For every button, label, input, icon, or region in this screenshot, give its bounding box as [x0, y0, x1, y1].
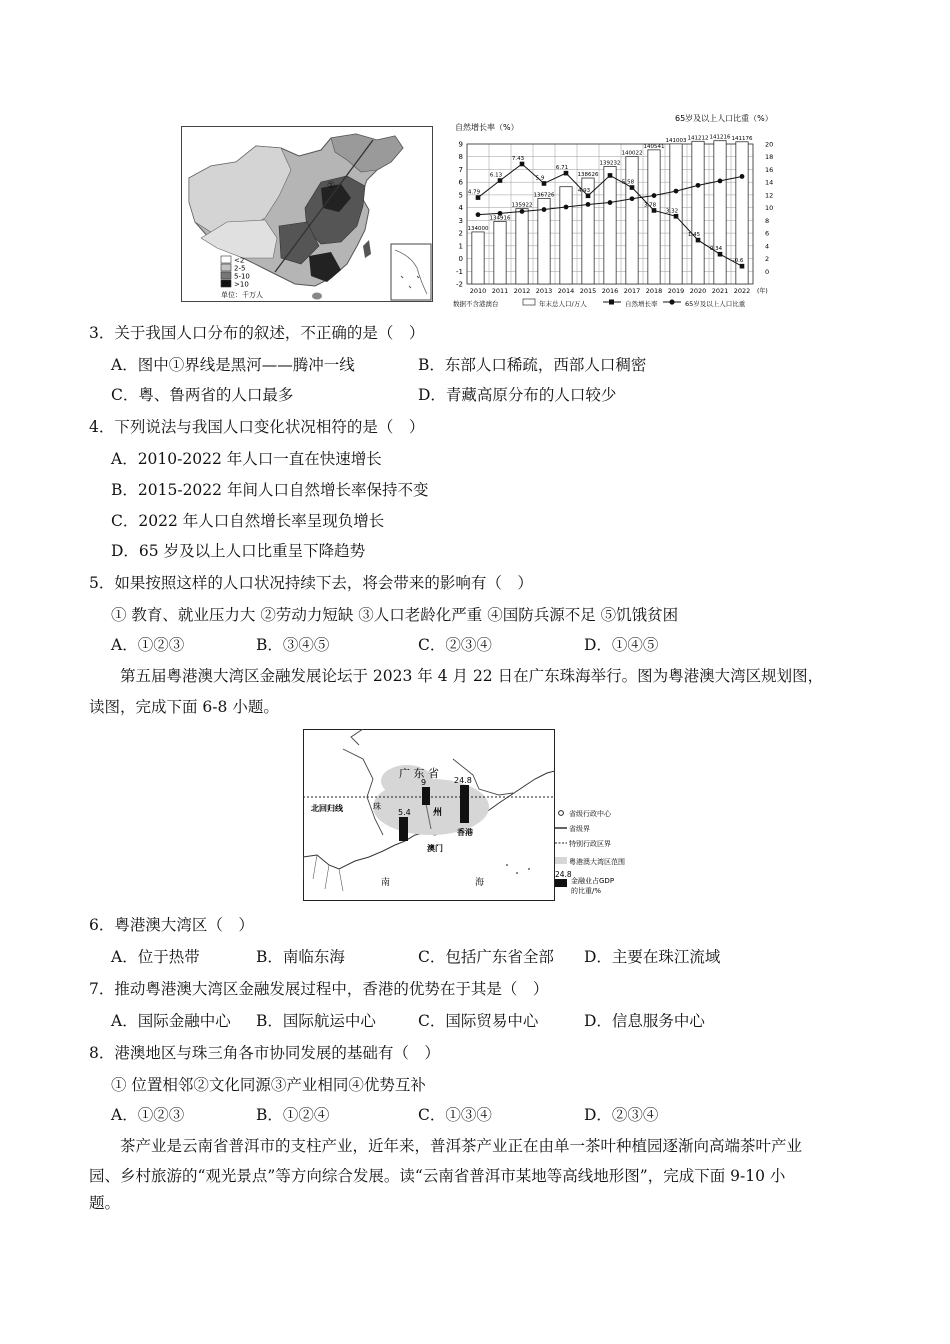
q3-option-a[interactable]: A．图中①界线是黑河——腾冲一线	[111, 356, 355, 374]
population-bar	[648, 150, 660, 284]
q7-option-b[interactable]: B．国际航运中心	[256, 1012, 376, 1030]
population-bar	[626, 157, 638, 284]
legend-capital: 省级行政中心	[569, 810, 611, 818]
year-label: 2015	[579, 287, 597, 295]
left-tick-label: 8	[458, 153, 463, 162]
population-label: 141176	[731, 135, 753, 142]
growth-rate-label: 6.13	[489, 172, 503, 179]
q7-option-a[interactable]: A．国际金融中心	[111, 1012, 231, 1030]
growth-rate-label: 4.93	[577, 187, 591, 194]
growth-rate-point	[630, 185, 635, 190]
q3-option-d[interactable]: D．青藏高原分布的人口较少	[418, 386, 617, 404]
growth-rate-label: 7.43	[511, 155, 525, 162]
population-label: 140022	[621, 150, 643, 157]
left-tick-label: 1	[458, 242, 463, 251]
q4-option-a[interactable]: A．2010-2022 年人口一直在快速增长	[111, 450, 382, 468]
intro-tea-line1: 茶产业是云南省普洱市的支柱产业，近年来，普洱茶产业正在由单一茶叶种植园逐渐向高端茶叶产业	[120, 1137, 803, 1155]
legend-unit: 单位：千万人	[221, 291, 263, 299]
year-label: 2022	[733, 287, 751, 295]
x-unit-label: (年)	[757, 288, 768, 295]
right-tick-label: 0	[765, 267, 770, 276]
left-tick-label: 5	[458, 191, 463, 200]
aging-point	[630, 196, 635, 201]
year-label: 2021	[711, 287, 729, 295]
population-label: 141216	[709, 134, 731, 141]
growth-rate-label: -0.6	[732, 258, 744, 265]
q6-stem: 6．粤港澳大湾区（ ）	[89, 916, 254, 934]
intro-tea-line2: 园、乡村旅游的“观光景点”等方向综合发展。读“云南省普洱市某地等高线地形图”，完成下面 9-10 小	[89, 1167, 786, 1185]
q6-option-c[interactable]: C．包括广东省全部	[418, 948, 554, 966]
q6-option-d[interactable]: D．主要在珠江流域	[584, 948, 721, 966]
q6-option-a[interactable]: A．位于热带	[111, 948, 200, 966]
aging-point	[520, 209, 525, 214]
sea-label-2: 海	[475, 878, 485, 888]
right-tick-label: 14	[765, 178, 774, 187]
growth-rate-label: 3.32	[665, 208, 679, 215]
population-label: 139232	[599, 160, 621, 167]
bar-label-zh: 5.4	[398, 808, 411, 817]
population-chart	[449, 110, 801, 314]
intro-gba-line2: 读图，完成下面 6-8 小题。	[89, 698, 279, 716]
q5-option-b[interactable]: B．③④⑤	[256, 636, 330, 654]
q4-stem: 4．下列说法与我国人口变化状况相符的是（ ）	[89, 418, 425, 436]
bar-label-hk: 24.8	[454, 776, 472, 785]
year-label: 2017	[623, 287, 641, 295]
q8-stem: 8．港澳地区与珠三角各市协同发展的基础有（ ）	[89, 1044, 440, 1062]
aging-point	[542, 207, 547, 212]
q4-option-b[interactable]: B．2015-2022 年间人口自然增长率保持不变	[111, 481, 429, 499]
q8-option-c[interactable]: C．①③④	[418, 1106, 492, 1124]
aging-point	[718, 179, 723, 184]
year-label: 2018	[645, 287, 663, 295]
right-tick-label: 12	[765, 191, 774, 200]
q3-option-c[interactable]: C．粤、鲁两省的人口最多	[111, 386, 294, 404]
q8-option-b[interactable]: B．①②④	[256, 1106, 330, 1124]
bar-label-gz: 9	[421, 778, 427, 787]
growth-rate-label: 4.79	[467, 189, 481, 196]
legend-rate-label: 自然增长率	[625, 300, 658, 308]
year-label: 2011	[491, 287, 509, 295]
growth-rate-point	[520, 162, 525, 167]
left-tick-label: 9	[458, 140, 463, 149]
year-label: 2020	[689, 287, 707, 295]
growth-rate-point	[498, 178, 503, 183]
growth-rate-point	[718, 252, 723, 257]
intro-gba-line1: 第五届粤港澳大湾区金融发展论坛于 2023 年 4 月 22 日在广东珠海举行。图为粤港澳大湾区规划图，	[120, 667, 824, 685]
legend-bar-label: 年末总人口/万人	[539, 300, 587, 308]
q8-items: ① 位置相邻②文化同源③产业相同④优势互补	[111, 1076, 426, 1094]
population-bar	[494, 221, 506, 284]
aging-point	[564, 205, 569, 210]
aging-point	[476, 212, 481, 217]
q7-option-d[interactable]: D．信息服务中心	[584, 1012, 705, 1030]
right-tick-label: 20	[765, 140, 774, 149]
tropic-label: 北回归线	[311, 804, 343, 813]
city-mo-label: 澳门	[427, 844, 443, 853]
legend-item: >10	[234, 280, 249, 289]
growth-rate-label: 5.58	[621, 179, 635, 186]
growth-rate-point	[608, 173, 613, 178]
intro-tea-line3: 题。	[89, 1194, 121, 1212]
right-tick-label: 16	[765, 165, 774, 174]
aging-point	[652, 193, 657, 198]
gba-map	[303, 729, 555, 901]
chart-footnote: 数据不含港澳台	[453, 300, 499, 308]
growth-rate-point	[476, 195, 481, 200]
growth-rate-label: 6.71	[555, 165, 569, 172]
left-tick-label: 6	[458, 178, 463, 187]
growth-rate-label: 0.34	[709, 246, 723, 253]
q3-stem: 3．关于我国人口分布的叙述，不正确的是（ ）	[89, 324, 425, 342]
right-tick-label: 2	[765, 255, 770, 264]
right-tick-label: 18	[765, 153, 774, 162]
population-label: 134916	[489, 215, 511, 222]
sea-label-1: 南	[381, 878, 391, 888]
right-tick-label: 10	[765, 204, 774, 213]
population-bar	[604, 167, 616, 284]
right-tick-label: 6	[765, 229, 770, 238]
growth-rate-point	[542, 181, 547, 186]
legend-bar-desc2: 的比重/%	[571, 887, 602, 895]
legend-bar-value: 24.8	[555, 870, 572, 879]
aging-point	[608, 200, 613, 205]
q4-option-d[interactable]: D．65 岁及以上人口比重呈下降趋势	[111, 542, 366, 560]
population-label: 140541	[643, 143, 665, 150]
q5-option-a[interactable]: A．①②③	[111, 636, 185, 654]
aging-point	[674, 189, 679, 194]
year-label: 2013	[535, 287, 553, 295]
left-tick-label: -1	[456, 267, 463, 276]
population-label: 141003	[665, 137, 687, 144]
legend-bar-swatch	[523, 299, 535, 305]
legend-prov-border: 省级界	[569, 825, 590, 833]
population-label: 136726	[533, 192, 555, 199]
q5-items: ① 教育、就业压力大 ②劳动力短缺 ③人口老龄化严重 ④国防兵源不足 ⑤饥饿贫困	[111, 606, 679, 624]
year-label: 2014	[557, 287, 575, 295]
legend-rate-marker	[609, 300, 614, 305]
line-marker: ①	[327, 181, 336, 191]
q8-option-a[interactable]: A．①②③	[111, 1106, 185, 1124]
growth-rate-label: 3.78	[643, 202, 657, 209]
q4-option-c[interactable]: C．2022 年人口自然增长率呈现负增长	[111, 512, 385, 530]
q8-option-d[interactable]: D．②③④	[584, 1106, 659, 1124]
left-tick-label: 0	[458, 255, 463, 264]
population-bar	[692, 141, 704, 284]
year-label: 2016	[601, 287, 619, 295]
growth-rate-point	[674, 214, 679, 219]
right-tick-label: 8	[765, 216, 770, 225]
legend-area: 粤港澳大湾区范围	[569, 858, 625, 866]
province-label: 广 东 省	[399, 767, 439, 780]
legend-sar-border: 特别行政区界	[569, 840, 611, 848]
q7-option-c[interactable]: C．国际贸易中心	[418, 1012, 539, 1030]
growth-rate-point	[564, 171, 569, 176]
legend-item: 2-5	[234, 264, 246, 273]
growth-rate-label: 1.45	[687, 232, 701, 239]
legend-aging-marker	[669, 299, 674, 304]
q7-stem: 7．推动粤港澳大湾区金融发展过程中，香港的优势在于其是（ ）	[89, 980, 549, 998]
growth-rate-point	[586, 194, 591, 199]
population-bar	[472, 232, 484, 284]
aging-point	[740, 174, 745, 179]
population-bar	[516, 209, 528, 284]
growth-rate-point	[652, 208, 657, 213]
population-bar	[714, 141, 726, 284]
aging-point	[586, 202, 591, 207]
year-label: 2010	[469, 287, 487, 295]
q5-option-c[interactable]: C．②③④	[418, 636, 492, 654]
q6-option-b[interactable]: B．南临东海	[256, 948, 345, 966]
q5-stem: 5．如果按照这样的人口状况持续下去，将会带来的影响有（ ）	[89, 574, 533, 592]
growth-rate-point	[740, 264, 745, 269]
left-tick-label: 7	[458, 165, 463, 174]
legend-item: <2	[234, 256, 245, 265]
population-bar	[560, 187, 572, 284]
q5-option-d[interactable]: D．①④⑤	[584, 636, 659, 654]
year-label: 2019	[667, 287, 685, 295]
aging-point	[696, 183, 701, 188]
city-hk-label: 香港	[457, 828, 473, 837]
left-tick-label: 2	[458, 229, 463, 238]
population-label: 135922	[511, 202, 533, 209]
right-axis-label: 65岁及以上人口比重（%）	[675, 114, 773, 123]
left-axis-label: 自然增长率（%）	[455, 123, 519, 132]
growth-rate-point	[696, 238, 701, 243]
legend-aging-label: 65岁及以上人口比重	[685, 300, 746, 308]
left-tick-label: 4	[458, 204, 463, 213]
growth-rate-label: 5.9	[535, 175, 545, 182]
q3-option-b[interactable]: B．东部人口稀疏，西部人口稠密	[418, 356, 647, 374]
population-label: 141212	[687, 135, 709, 142]
population-label: 134000	[467, 225, 489, 232]
right-tick-label: 4	[765, 242, 770, 251]
gba-legend	[555, 803, 705, 899]
city-gz-label: 州	[433, 808, 443, 818]
city-zh-label: 珠	[373, 802, 381, 811]
left-tick-label: -2	[456, 280, 463, 289]
population-label: 138626	[577, 172, 599, 179]
left-tick-label: 3	[458, 216, 463, 225]
legend-item: 5-10	[234, 272, 250, 281]
legend-bar-desc1: 金融业占GDP	[571, 877, 615, 885]
year-label: 2012	[513, 287, 531, 295]
population-map	[181, 126, 433, 302]
